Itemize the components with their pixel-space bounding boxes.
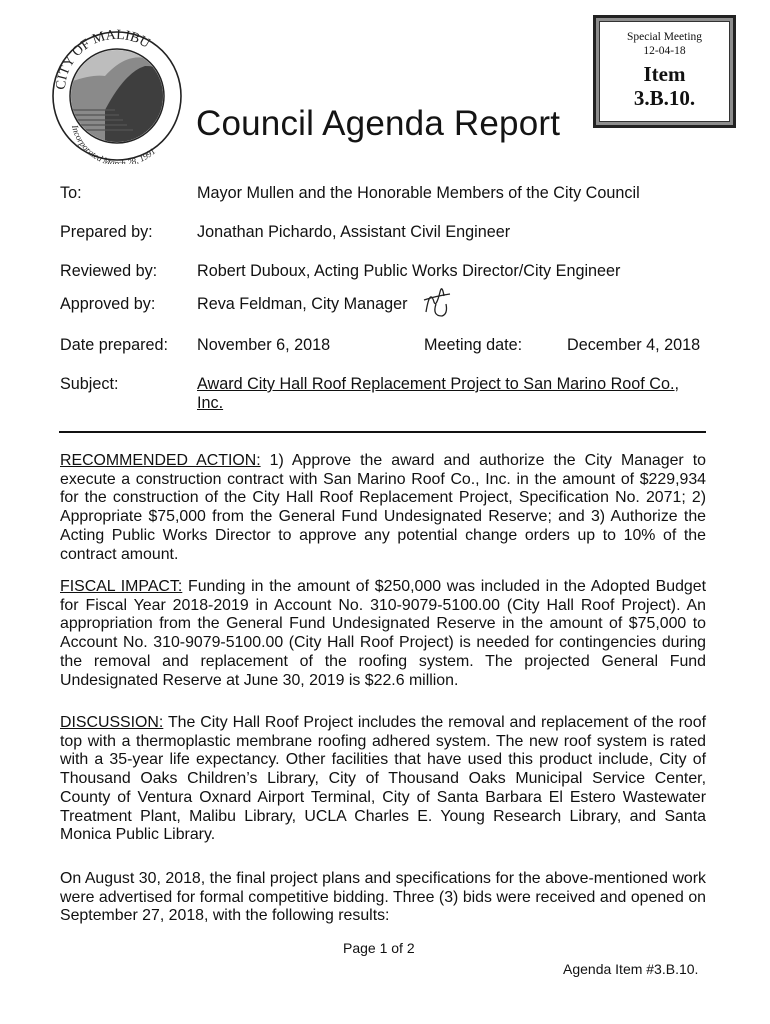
- seal-top-text: CITY OF MALIBU: [53, 27, 153, 91]
- meeting-date-label: Meeting date:: [424, 336, 523, 354]
- page-title: Council Agenda Report: [196, 104, 561, 143]
- agenda-item-footer: Agenda Item #3.B.10.: [563, 961, 699, 977]
- meeting-date-value: December 4, 2018: [567, 336, 701, 354]
- reviewed-by-label: Reviewed by:: [60, 262, 158, 280]
- header-divider: [59, 431, 706, 433]
- page-number: Page 1 of 2: [343, 940, 415, 956]
- item-label: Item: [643, 62, 686, 86]
- meeting-date-short: 12-04-18: [643, 45, 686, 57]
- meeting-type: Special Meeting: [626, 31, 703, 43]
- reviewed-by-value: Robert Duboux, Acting Public Works Director/City Engineer: [197, 262, 621, 280]
- item-number: 3.B.10.: [633, 86, 696, 110]
- discussion-paragraph: [60, 714, 706, 845]
- discussion-body: The City Hall Roof Project includes the removal and replacement of the roof top with a thermoplastic membrane roofing adhered system. The new roof system is rated with a 35-year life expectancy. Other facilities that have used this product include, City of Thousand Oaks Children’s Library, City of Thousand Oaks Municipal Service Center, County of Ventura Oxnard Airport Terminal, City of Santa Barbara El Estero Wastewater Treatment Plant, Malibu Library, UCLA Charles E. Young Research Library, and Santa Monica Public Library.: [60, 714, 706, 844]
- recommended-action-paragraph: [60, 452, 706, 564]
- prepared-by-value: Jonathan Pichardo, Assistant Civil Engineer: [197, 223, 511, 241]
- discussion-heading: DISCUSSION:: [60, 714, 164, 731]
- date-prepared-value: November 6, 2018: [197, 336, 331, 354]
- fiscal-impact-heading: FISCAL IMPACT:: [60, 578, 183, 595]
- bidding-paragraph: On August 30, 2018, the final project plans and specifications for the above-mentioned work were advertised for formal competitive bidding. Three (3) bids were received and opened on September 27, 2018, with the following results:: [60, 870, 706, 925]
- city-seal: [45, 14, 183, 164]
- approval-initials: [420, 282, 454, 320]
- subject-label: Subject:: [60, 375, 119, 393]
- city-seal-graphic: [45, 14, 183, 164]
- approved-by-value: Reva Feldman, City Manager: [197, 295, 408, 313]
- date-prepared-label: Date prepared:: [60, 336, 168, 354]
- fiscal-impact-body: Funding in the amount of $250,000 was included in the Adopted Budget for Fiscal Year 2018-2019 in Account No. 310-9079-5100.00 (City Hall Roof Project). An appropriation from the General Fund Undesignated Reserve in the amount of $75,000 to Account No. 310-9079-5100.00 (City Hall Roof Project) is needed for contingencies during the removal and replacement of the roofing system. The projected General Fund Undesignated Reserve at June 30, 2019 is $22.6 million.: [60, 578, 706, 689]
- approved-by-label: Approved by:: [60, 295, 156, 313]
- recommended-action-body: 1) Approve the award and authorize the City Manager to execute a construction contract with San Marino Roof Co., Inc. in the amount of $229,934 for the construction of the City Hall Roof Replacement Project, Specification No. 2071; 2) Appropriate $75,000 from the General Fund Undesignated Reserve; and 3) Authorize the Acting Public Works Director to approve any potential change orders up to 10% of the contract amount.: [60, 452, 706, 563]
- prepared-by-label: Prepared by:: [60, 223, 153, 241]
- subject-value: Award City Hall Roof Replacement Project to San Marino Roof Co., Inc.: [197, 375, 679, 412]
- to-value: Mayor Mullen and the Honorable Members of the City Council: [197, 184, 640, 202]
- recommended-action-heading: RECOMMENDED ACTION:: [60, 452, 261, 469]
- seal-bottom-text: Incorporated March 28, 1991: [69, 124, 158, 164]
- agenda-item-box: [593, 15, 736, 128]
- fiscal-impact-paragraph: [60, 578, 706, 690]
- to-label: To:: [60, 184, 82, 202]
